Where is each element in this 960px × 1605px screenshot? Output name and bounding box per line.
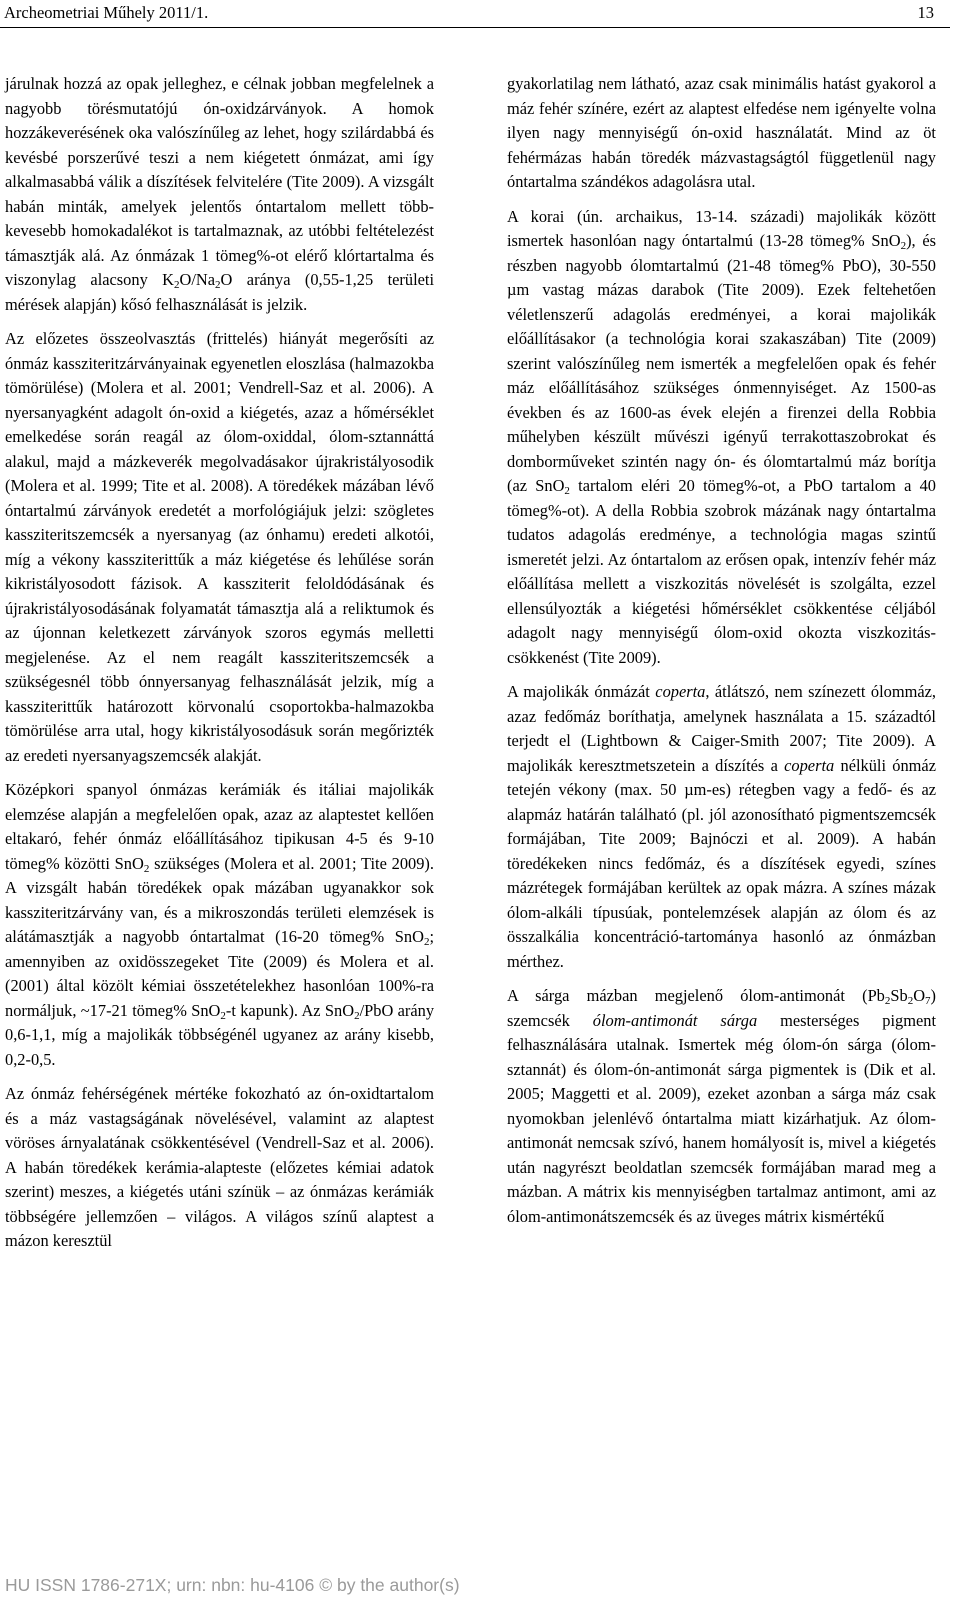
running-header bbox=[0, 0, 960, 30]
issn-footer: HU ISSN 1786-271X; urn: nbn: hu-4106 © by the author(s) bbox=[5, 1575, 460, 1595]
right-column bbox=[507, 72, 936, 1239]
paragraph-archaic-majolica: A korai (ún. archaikus, 13-14. századi) majolikák között ismertek hasonlóan nagy óntartalmú (13-28 tömeg% SnO$_2$), és részben nagyobb ólomtartalmú (21-48 tömeg% PbO), 30-550 µm vastag mázas darabok (Tite 2009). Ezek feltehetően véletlenszerű adagolás eredményei, a korai majolikák előállításakor (a technológia korai szakaszában) Tite (2009) szerint valószínűleg nem ismerték a megfelelően opak és fehér máz előállításához szükséges ónmennyiséget. Az 1500-as években és az 1600-as évek elején a firenzei della Robbia műhelyben készült művészi igényű terrakottaszobrokat és domborműveket szintén nagy ón- és ólomtartalmú máz borítja (az SnO$_2$ tartalom eléri 20 tömeg%-ot, a PbO tartalom a 40 tömeg%-ot). A della Robbia szobrok mázának nagy óntartalma tudatos adagolás eredménye, a technológia magas szintű ismeretét jelzi. Az óntartalom az erősen opak, intenzív fehér máz előállítása mellett a viszkozitás növelését is szolgálta, ezzel ellensúlyozták a kiégetési hőmérséklet csökkentése céljából adagolt nagy mennyiségű ólom-oxid okozta viszkozitás-csökkenést (Tite 2009). bbox=[507, 206, 936, 667]
page-number: 13 bbox=[917, 3, 934, 22]
left-column bbox=[5, 72, 434, 1264]
paragraph-whiteness: Az ónmáz fehérségének mértéke fokozható az ón-oxidtartalom és a máz vastagságának növelésével, valamint az alaptest vöröses árnyalatának csökkentésével (Vendrell-Saz et al. 2006). A habán töredékek kerámia-alapteste (előzetes kémiai adatok szerint) meszes, a kiégetés utáni színük – az ónmázas kerámiák többségére jellemzően – világos. A világos színű alaptest a mázon keresztül bbox=[5, 1084, 434, 1250]
paragraph-yellow-glaze: A sárga mázban megjelenő ólom-antimonát $(Pb_2Sb_2O_7)$ szemcsék ólom-antimonát sárga mesterséges pigment felhasználására utalnak. Ismertek még ólom-ón sárga (ólom-sztannát) és ólom-ón-antimonát sárga pigmentek is (Dik et al. 2005; Maggetti et al. 2009), ezeket azonban a sárga máz csak nyomokban jelenlévő óntartalma miatt kizárhatjuk. Az ólom-antimonát nemcsak szívó, hanem homályosít is, mivel a kiégetés után nagyrészt beoldatlan szemcsék formájában marad meg a mázban. A mátrix kis mennyiségben tartalmaz antimont, ami az ólom-antimonátszemcsék és az üveges mátrix kismértékű bbox=[507, 986, 936, 1226]
journal-title: Archeometriai Műhely 2011/1. bbox=[4, 3, 209, 22]
paragraph-tin-content: Középkori spanyol ónmázas kerámiák és itáliai majolikák elemzése alapján a megfelelően opak, azaz az alaptestet kellően eltakaró, fehér ónmáz előállításához tipikusan 4-5 és 9-10 tömeg% közötti SnO$_2$ szükséges (Molera et al. 2001; Tite 2009). A vizsgált habán töredékek opak mázában ugyanakkor sok kassziteritzárvány van, és a mikroszondás területi elemzések is alátámasztják a nagyobb óntartalmat (16-20 tömeg% SnO$_2$; amennyiben az oxidösszegeket Tite (2009) és Molera et al. (2001) által közölt kémiai összetételekhez hasonlóan 100%-ra normáljuk, ~17-21 tömeg% SnO$_2$-t kapunk). Az SnO$_2$/PbO arány 0,6-1,1, míg a majolikák többségénél ugyanez az arány kisebb, 0,2-0,5. bbox=[5, 780, 435, 1069]
paragraph-opacity-sand: járulnak hozzá az opak jelleghez, e célnak jobban megfelelnek a nagyobb törésmutatójú ón-oxidzárványok. A homok hozzákeverésének oka valószínűleg az lehet, hogy szilárdabbá és kevésbé porszerűvé teszi a nem kiégetett ónmázat, ami így alkalmasabbá válik a díszítések felvitelére (Tite 2009). A vizsgált habán minták, amelyek jelentős óntartalom mellett több-kevesebb homokadalékot is tartalmaznak, az utóbbi feltételezést támasztják alá. Az ónmázak 1 tömeg%-ot elérő klórtartalma és viszonylag alacsony $K_2O/Na_2O$ aránya (0,55-1,25 területi mérések alapján) kősó felhasználását is jelzik. bbox=[5, 74, 434, 314]
paragraph-fritting: Az előzetes összeolvasztás (frittelés) hiányát megerősíti az ónmáz kassziteritzárványainak egyenetlen eloszlása (halmazokba tömörülése) (Molera et al. 2001; Vendrell-Saz et al. 2006). A nyersanyagként adagolt ón-oxid a kiégetés, azaz a hőmérséklet emelkedése során reagál az ólom-oxiddal, ólom-sztannáttá alakul, majd a mázkeverék megolvadásakor újrakristályosodik (Molera et al. 1999; Tite et al. 2008). A töredékek mázában lévő óntartalmú zárványok eredetét a morfológiájuk jelzi: szögletes kassziteritszemcsék a nyersanyag (az ónhamu) eredeti alkotói, míg a vékony kassziterittűk a máz kiégetése és lehűlése során kikristályosodott fázisok. A kassziterit feloldódásának és újrakristályosodásának folyamatát támasztja alá a reliktumok és az újonnan keletkezett zárványok szoros egymás melletti megjelenése. Az el nem reagált kassziteritszemcsék a szükségesnél több ónnyersanyag felhasználását jelzik, míg a kassziterittűk határozott körvonalú csoportokba-halmazokba tömörülése arra utal, hogy kikristályosodásuk során megőrizték az eredeti nyersanyagszemcsék alakját. bbox=[5, 329, 434, 765]
header-divider bbox=[0, 27, 950, 28]
paragraph-coperta: A majolikák ónmázát coperta, átlátszó, nem színezett ólommáz, azaz fedőmáz boríthatja, amelynek használata a 15. századtól terjedt el (Lightbown & Caiger-Smith 2007; Tite 2009). A majolikák keresztmetszetein a díszítés a coperta nélküli ónmáz tetején vékony (max. 50 µm-es) rétegben vagy a fedő- és az alapmáz határán található (pl. jól azonosítható pigmentszemcsék formájában, Tite 2009; Bajnóczi et al. 2009). A habán töredékeken nincs fedőmáz, és a díszítések egyedi, színes mázrétegek formájában kerültek az opak mázra. A színes mázak ólom-alkáli típusúak, pontelemzések alapján az ólom és az összalkália koncentráció-tartománya hasonló az ónmázban mérthez. bbox=[507, 682, 936, 971]
paragraph-body-visibility: gyakorlatilag nem látható, azaz csak minimális hatást gyakorol a máz fehér színére, ezért az alaptest elfedése nem igényelte volna ilyen nagy mennyiségű ón-oxid használatát. Mind az öt fehérmázas habán töredék mázvastagságtól függetlenül nagy óntartalma szándékos adagolásra utal. bbox=[507, 74, 936, 191]
